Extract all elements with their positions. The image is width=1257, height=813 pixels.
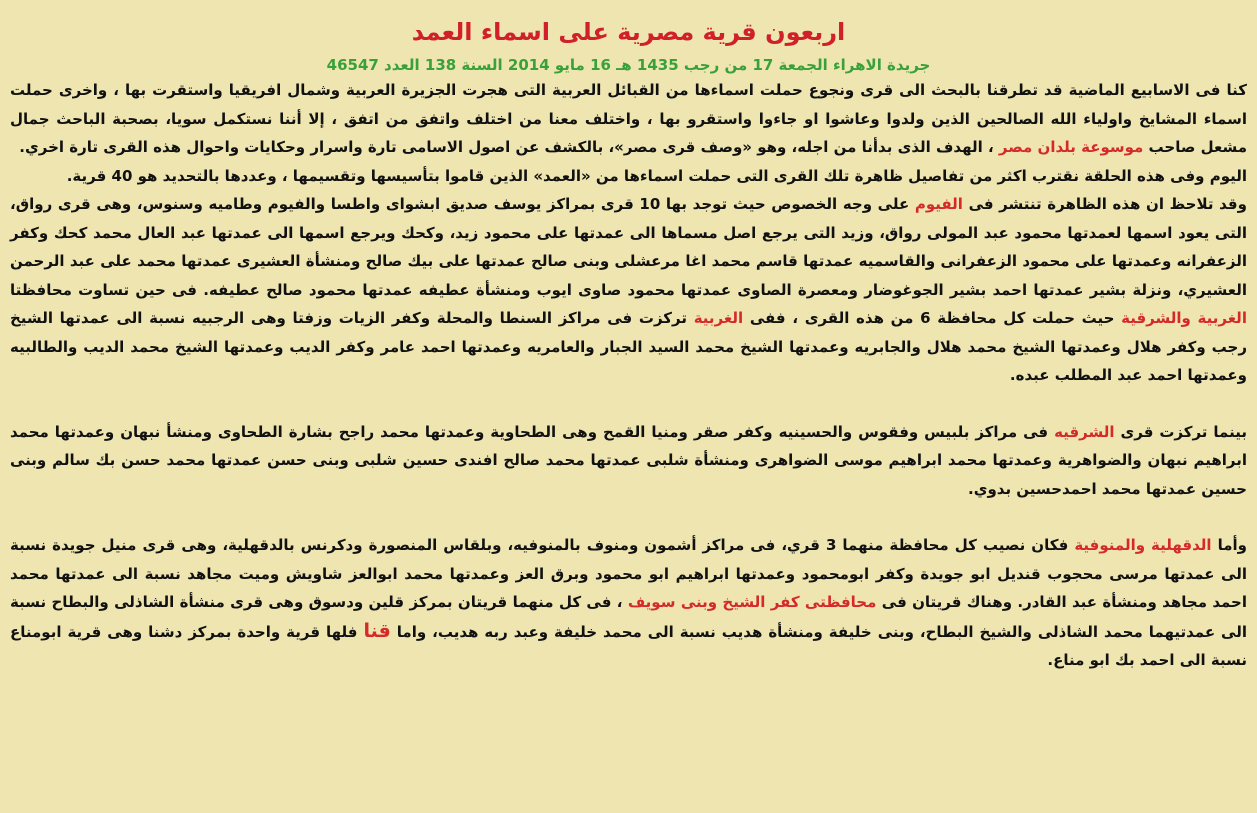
paragraph-2: اليوم وفى هذه الحلقة نقترب اكثر من تفاصيل ظاهرة تلك القرى التى حملت اسماءها من «العمد» الذين قاموا بتأسيسها وتقسيمها ، وعددها بالتحديد هو 40 قرية. [66, 166, 1247, 185]
highlight-encyclopedia: موسوعة بلدان مصر [998, 138, 1144, 156]
article-title: اربعون قرية مصرية على اسماء العمد [411, 18, 846, 46]
highlight-dakahlia-menoufia: الدقهلية والمنوفية [1074, 536, 1212, 554]
paragraph-3-c: حيث حملت كل محافظة 6 من هذه القرى ، ففى [749, 309, 1115, 327]
paragraph-3-a: وقد تلاحظ ان هذه الظاهرة تنتشر فى [968, 195, 1247, 213]
paragraph-gap [10, 390, 1247, 418]
paragraph-3-b: على وجه الخصوص حيث توجد بها 10 قرى بمراكز يوسف صديق ابشواى واطسا والفيوم وطاميه وسنوس، وهى قرى رواق، التى يعود اسمها لعمدتها محمود عبد المولى رواق، وزيد التى يرجع اصل مسماها الى عمدتها على محمود زيد، وكحك ويرجع اسمها الى عمدتها عبد العال محمد كحك وكفر الزعفرانه وعمدتها على محمود الزعفرانى والقاسميه عمدتها قاسم محمد اغا مرعشلى وبنى صالح عمدتها على بيك صالح ومنشأة العشيرى عمدتها محمد على عبد الرحمن العشيري، ونزلة بشير عمدتها احمد بشير الجوغوضار ومعصرة الصاوى عمدتها محمود صاوى ايوب ومنشأة عطيفه عمدتها محمود صالح عطيفه. فى حين تساوت محافظتا [10, 195, 1247, 299]
highlight-sharqia: الشرقيه [1054, 422, 1115, 441]
paragraph-3-d: تركزت فى مراكز السنطا والمحلة وكفر الزيات وزفتا وهى الرجبيه نسبة الى عمدتها الشيخ رجب وكفر هلال وعمدتها الشيخ محمد هلال والجابريه وعمدتها الشيخ محمد السيد الجبار والعامريه وعمدتها احمد عامر وكفر الديب وعمدتها الشيخ محمد الديب والطالبيه وعمدتها احمد عبد المطلب عبده. [10, 309, 1247, 384]
paragraph-1 [10, 76, 1247, 162]
highlight-qena: قنا [363, 619, 391, 642]
paragraph-5 [10, 531, 1247, 675]
paragraph-4 [10, 418, 1247, 504]
article-body [10, 76, 1247, 675]
paragraph-3 [10, 190, 1247, 390]
highlight-gharbia: الغربية [693, 309, 744, 327]
paragraph-4-a: بينما تركزت قرى [1120, 422, 1247, 441]
paragraph-1-text: كنا فى الاسابيع الماضية قد تطرقنا بالبحث الى قرى ونجوع حملت اسماءها من القبائل العربية التى هجرت الجزيرة العربية وشمال افريقيا واستقرت بها ، واخرى حملت اسماء المشايخ واولياء الله الصالحين الذين ولدوا وعاشوا او جاءوا واستقرو بها ، واختلف معنا من اختلف واتفق من اتفق ، إلا أننا نستكمل سويا، بصحبة الباحث جمال مشعل صاحب [10, 81, 1247, 156]
paragraph-gap [10, 503, 1247, 531]
paragraph-1-end: ، الهدف الذى بدأنا من اجله، وهو «وصف قرى مصر»، بالكشف عن اصول الاسامى تارة واسرار وحكايات واحوال هذه القرى تارة اخري. [19, 138, 994, 156]
paragraph-4-b: فى مراكز بلبيس وفقوس والحسينيه وكفر صقر ومنيا القمح وهى الطحاوية وعمدتها محمد راجح بشارة الطحاوى ومنشأ نبهان وعمدتها محمد ابراهيم نبهان والضواهرية وعمدتها محمد ابراهيم موسى الضواهرى ومنشأة شلبى عمدتها محمد صالح افندى حسين شلبى وبنى حسن عمدتها محمد حسن بك سالم وبنى حسين عمدتها محمد احمدحسين بدوي. [10, 422, 1247, 498]
source-line: جريدة الاهراء الجمعة 17 من رجب 1435 هـ 16 مايو 2014 السنة 138 العدد 46547 [326, 56, 931, 74]
paragraph-5-c: ، فى كل منهما قريتان بمركز قلين ودسوق وهى قرى منشأة الشاذلى والبطاح نسبة الى عمدتيهما محمد الشاذلى والشيخ البطاح، وبنى خليفة ومنشأة هديب نسبة الى محمد خليفة وعبد ربه هديب، واما [10, 593, 1247, 641]
highlight-gharbia-sharqia: الغربية والشرقية [1121, 309, 1247, 327]
paragraph-5-b: فكان نصيب كل محافظة منهما 3 قري، فى مراكز أشمون ومنوف بالمنوفيه، وبلقاس المنصورة ودكرنس بالدقهلية، وهى قرى منيل جويدة نسبة الى عمدتها مرسى محجوب قنديل ابو جويدة وكفر ابومحمود وعمدتها ابراهيم ابو محمود وبرق العز وعمدتها محمد ابوالعز شاويش وميت مجاهد نسبة الى عمدتها محمد احمد مجاهد ومنشأة عبد القادر. وهناك قريتان فى [10, 536, 1247, 611]
paragraph-5-d: فلها قرية واحدة بمركز دشنا وهى قرية ابومناع نسبة الى احمد بك ابو مناع. [10, 622, 1247, 669]
highlight-kafr-elsheikh-benisuef: محافظتى كفر الشيخ وبنى سويف [627, 593, 877, 611]
highlight-fayoum: الفيوم [914, 195, 963, 213]
paragraph-5-a: وأما [1217, 536, 1247, 554]
